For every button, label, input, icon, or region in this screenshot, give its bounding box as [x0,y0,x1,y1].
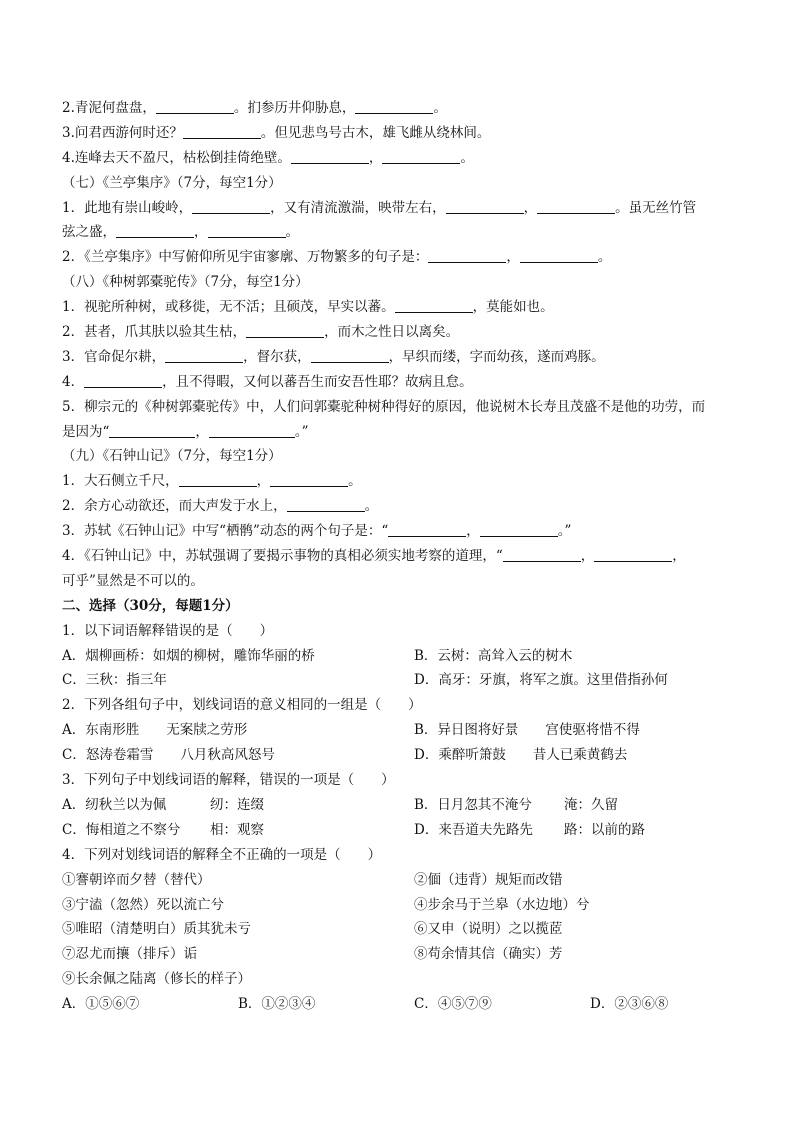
item: ⑤唯昭（清楚明白）质其犹未亏 [62,921,251,938]
item-text: 连峰去天不盈尺，枯松倒挂倚绝壁。 ， 。 [74,149,474,166]
item-line: 4．《石钟山记》中，苏轼强调了要揭示事物的真相必须实地考察的道理，“ ， ， [62,548,686,565]
item-line: 4． ，且不得暇，又何以蕃吾生而安吾性耶？故病且怠。 [62,373,473,390]
item-row [62,917,742,942]
option-row [62,743,742,768]
option-d[interactable]: D．来吾道夫先路先 [414,821,533,838]
item-line: 2．《兰亭集序》中写俯仰所见宇宙寥廓、万物繁多的句子是： ， 。 [62,249,612,266]
part-title: 二、选择（30分，每题1分） [62,597,239,614]
section-title: （八）《种树郭橐驼传》（7分，每空1分） [62,274,309,291]
item-line-cont: 弦之盛， ， 。 [62,224,299,241]
option-b[interactable]: B．异日图将好景 宫使驱将惜不得 [414,722,640,739]
item: ①謇朝谇而夕替（替代） [62,871,211,888]
item-row [62,868,742,893]
option-b[interactable]: B．云树：高耸入云的树木 [414,647,573,664]
section-title: （七）《兰亭集序》（7分，每空1分） [62,174,282,191]
item-text: 问君西游何时还？ 。但见悲鸟号古木，雄飞雌从绕林间。 [74,124,491,141]
question-stem: 1．以下词语解释错误的是（ ） [62,622,274,639]
item-row [62,942,742,967]
item-row [62,893,742,918]
item-line: 1．大石侧立千尺， ， 。 [62,473,362,490]
option-row [62,718,742,743]
section-title: （九）《石钟山记》（7分，每空1分） [62,448,282,465]
option-b-note: 淹：久留 [564,796,618,813]
item-line: 3．官命促尔耕， ，督尔获， ，早织而缕，字而幼孩，遂而鸡豚。 [62,348,605,365]
option-b[interactable]: B．①②③④ [238,996,316,1013]
item: ⑧苟余情其信（确实）芳 [414,946,563,963]
option-c[interactable]: C．怒涛卷霜雪 八月秋高风怒号 [62,747,275,764]
option-c[interactable]: C．三秋：指三年 [62,672,167,689]
item-row [62,967,742,992]
item: ⑨长余佩之陆离（修长的样子） [62,971,251,988]
item-number: 4. [62,149,75,166]
item-line: 1．视驼所种树，或移徙，无不活；且硕茂，早实以蕃。 ，莫能如也。 [62,299,554,316]
option-a[interactable]: A．①⑤⑥⑦ [62,996,140,1013]
option-row [62,818,742,843]
option-a[interactable]: A．东南形胜 无案牍之劳形 [62,722,248,739]
item: ④步余马于兰皋（水边地）兮 [414,896,590,913]
option-row [62,992,742,1017]
option-b[interactable]: B．日月忽其不淹兮 [414,796,532,813]
item-line [62,121,742,146]
item-line [62,96,742,121]
option-d[interactable]: D．高牙：牙旗，将军之旗。这里借指孙何 [414,672,668,689]
option-d-note: 路：以前的路 [564,821,645,838]
option-a[interactable]: A．纫秋兰以为佩 [62,796,167,813]
option-row [62,793,742,818]
option-row [62,668,742,693]
item-line: 3．苏轼《石钟山记》中写“栖鹘”动态的两个句子是：“ ， 。” [62,523,572,540]
option-d[interactable]: D．乘醉听箫鼓 昔人已乘黄鹤去 [414,747,628,764]
item: ⑥又申（说明）之以揽茝 [414,921,563,938]
question-stem: 4．下列对划线词语的解释全不正确的一项是（ ） [62,846,382,863]
document-page [62,96,742,1017]
item-number: 2. [62,100,75,116]
option-c[interactable]: C．悔相道之不察兮 [62,821,181,838]
item-line-cont: 是因为“ ， 。” [62,423,309,440]
item-text: 青泥何盘盘， 。扪参历井仰胁息， 。 [74,100,447,116]
option-a-note: 纫：连缀 [210,796,264,813]
option-a[interactable]: A．烟柳画桥：如烟的柳树，雕饰华丽的桥 [62,647,315,664]
option-d[interactable]: D．②③⑥⑧ [590,996,669,1013]
item: ③宁溘（忽然）死以流亡兮 [62,896,224,913]
item-number: 3. [62,124,75,141]
item: ⑦忍尤而攘（排斥）诟 [62,946,197,963]
item-line: 5．柳宗元的《种树郭橐驼传》中，人们问郭橐驼种树种得好的原因，他说树木长寿且茂盛不是他的功劳，而 [62,398,706,415]
item-line-cont: 可乎”显然是不可以的。 [62,572,204,589]
item-line: 2．余方心动欲还，而大声发于水上， 。 [62,498,379,515]
option-c-note: 相：观察 [210,821,264,838]
option-c[interactable]: C．④⑤⑦⑨ [414,996,492,1013]
question-stem: 3．下列句子中划线词语的解释，错误的一项是（ ） [62,772,395,789]
item: ②偭（违背）规矩而改错 [414,871,563,888]
item-line: 2．甚者，爪其肤以验其生枯， ，而木之性日以离矣。 [62,324,460,341]
item-line [62,146,742,171]
item-line: 1．此地有崇山峻岭， ，又有清流激湍，映带左右， ， 。虽无丝竹管 [62,199,697,216]
question-stem: 2．下列各组句子中，划线词语的意义相同的一组是（ ） [62,697,422,714]
option-row [62,644,742,669]
